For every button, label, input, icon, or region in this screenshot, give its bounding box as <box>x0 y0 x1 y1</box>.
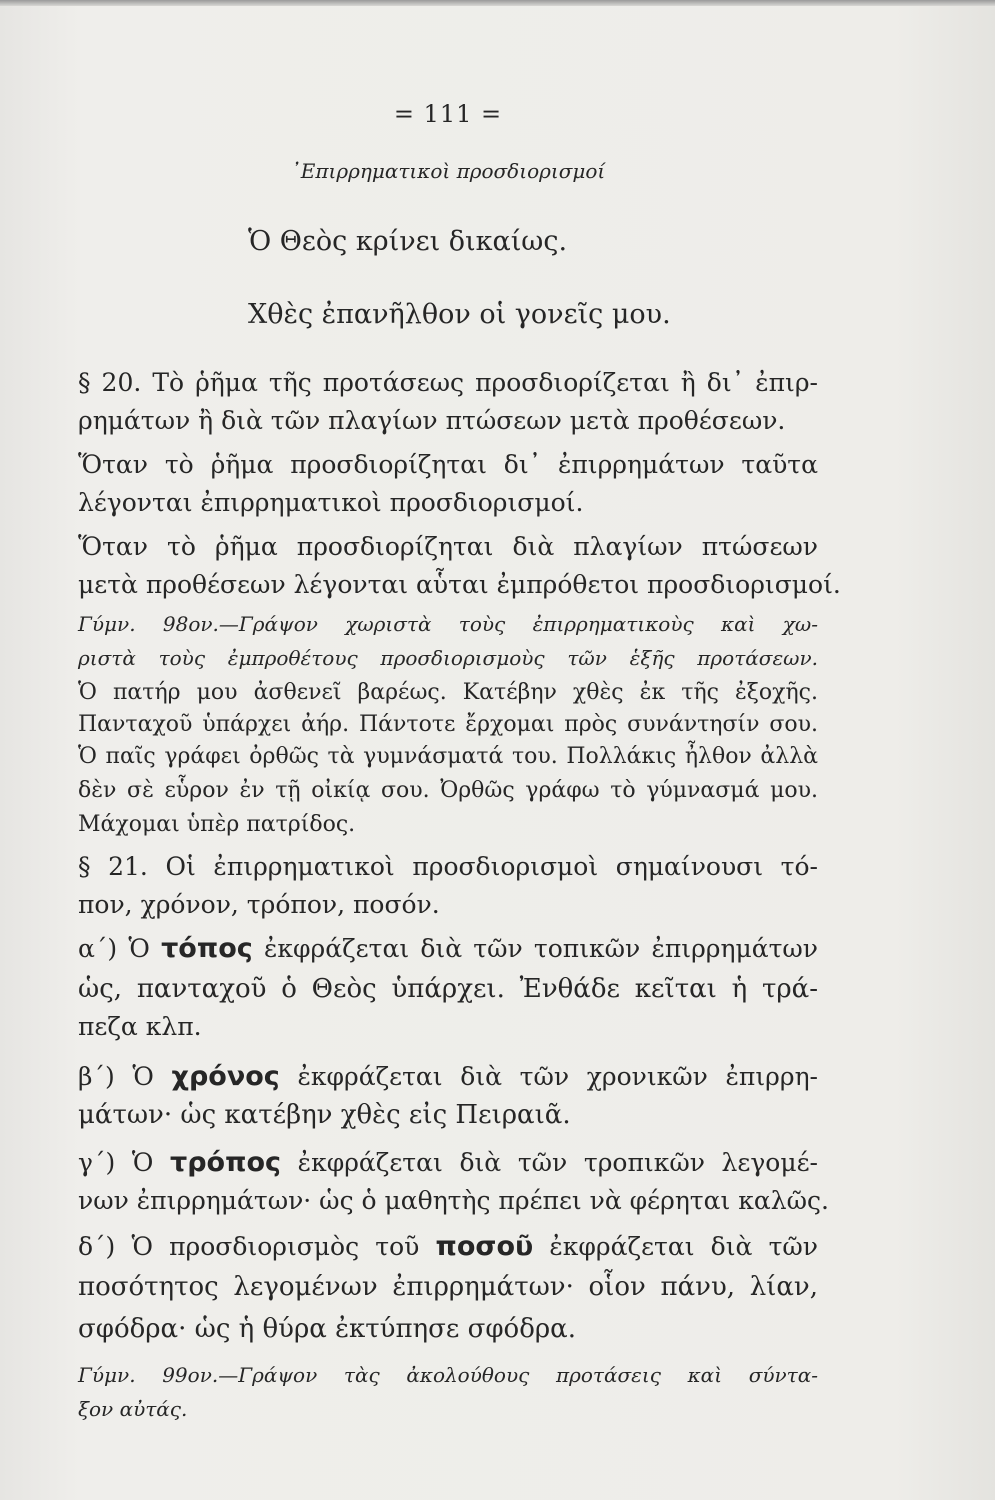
item-alpha-line-3: πεζα κλπ. <box>78 1012 202 1041</box>
exercise-98-text-4: δὲν σὲ εὗρον ἐν τῇ οἰκίᾳ σου. Ὀρθῶς γράφω τὸ γύμνασμά μου. <box>78 778 818 803</box>
page-number: = 111 = <box>393 100 503 128</box>
item-alpha-rest: ἐκφράζεται διὰ τῶν τοπικῶν ἐπιρρημάτων <box>263 934 819 963</box>
item-gamma-keyword: τρόπος <box>169 1147 282 1178</box>
item-delta-marker: δ΄) Ὁ προσδιορισμὸς τοῦ <box>78 1232 420 1261</box>
exercise-98-text-2: Πανταχοῦ ὑπάρχει ἀήρ. Πάντοτε ἔρχομαι πρὸς συνάντησίν σου. <box>78 712 818 737</box>
item-delta-line-2: ποσότητος λεγομένων ἐπιρρημάτων· οἷον πάνυ, λίαν, <box>78 1272 818 1302</box>
item-gamma-line-1 <box>78 1144 818 1182</box>
item-gamma-marker: γ΄) Ὁ <box>78 1148 154 1177</box>
item-alpha-line-2: ὡς, πανταχοῦ ὁ Θεὸς ὑπάρχει. Ἐνθάδε κεῖται ἡ τρά- <box>78 974 818 1004</box>
exercise-98-text-1: Ὁ πατήρ μου ἀσθενεῖ βαρέως. Κατέβην χθὲς ἐκ τῆς ἐξοχῆς. <box>78 680 818 705</box>
item-alpha-line-1 <box>78 930 818 968</box>
item-gamma-rest: ἐκφράζεται διὰ τῶν τροπικῶν λεγομέ- <box>297 1148 818 1177</box>
paragraph-20-line-1: § 20. Τὸ ῥῆμα τῆς προτάσεως προσδιορίζεται ἢ δι᾿ ἐπιρ- <box>78 368 818 397</box>
item-delta-line-3: σφόδρα· ὡς ἡ θύρα ἐκτύπησε σφόδρα. <box>78 1314 576 1344</box>
page-top-edge <box>0 0 995 6</box>
item-alpha-marker: α΄) Ὁ <box>78 934 150 963</box>
exercise-99-line-2: ξον αὐτάς. <box>78 1397 188 1421</box>
paragraph-20-line-5: Ὅταν τὸ ῥῆμα προσδιορίζηται διὰ πλαγίων πτώσεων <box>78 532 818 561</box>
item-delta-line-1 <box>78 1228 818 1266</box>
exercise-98-text-5: Μάχομαι ὑπὲρ πατρίδος. <box>78 812 356 837</box>
item-delta-rest: ἐκφράζεται διὰ τῶν <box>549 1232 818 1261</box>
paragraph-20-line-4: λέγονται ἐπιρρηματικοὶ προσδιορισμοί. <box>78 488 584 517</box>
paragraph-20-line-2: ρημάτων ἢ διὰ τῶν πλαγίων πτώσεων μετὰ προθέσεων. <box>78 406 786 435</box>
exercise-98-line-1: Γύμν. 98ον.—Γράψον χωριστὰ τοὺς ἐπιρρηματικοὺς καὶ χω- <box>78 612 818 636</box>
item-beta-line-2: μάτων· ὡς κατέβην χθὲς εἰς Πειραιᾶ. <box>78 1100 571 1130</box>
exercise-99-line-1: Γύμν. 99ον.—Γράψον τὰς ἀκολούθους προτάσεις καὶ σύντα- <box>78 1363 818 1387</box>
paragraph-20-line-3: Ὅταν τὸ ῥῆμα προσδιορίζηται δι᾿ ἐπιρρημάτων ταῦτα <box>78 450 818 479</box>
section-heading: ᾿Επιρρηματικοὶ προσδιορισμοί <box>290 159 606 183</box>
item-gamma-line-2: νων ἐπιρρημάτων· ὡς ὁ μαθητὴς πρέπει νὰ φέρηται καλῶς. <box>78 1186 829 1215</box>
item-beta-marker: β΄) Ὁ <box>78 1062 154 1091</box>
exercise-98-line-2: ριστὰ τοὺς ἐμπροθέτους προσδιορισμοὺς τῶν ἑξῆς προτάσεων. <box>78 646 818 670</box>
item-alpha-keyword: τόπος <box>161 933 253 964</box>
item-beta-rest: ἐκφράζεται διὰ τῶν χρονικῶν ἐπιρρη- <box>297 1062 818 1091</box>
paragraph-21-line-1: § 21. Οἱ ἐπιρρηματικοὶ προσδιορισμοὶ σημαίνουσι τό- <box>78 852 818 881</box>
exercise-98-text-3: Ὁ παῖς γράφει ὀρθῶς τὰ γυμνάσματά του. Πολλάκις ἦλθον ἀλλὰ <box>78 744 818 769</box>
item-delta-keyword: ποσοῦ <box>435 1231 534 1262</box>
example-sentence-1: Ὁ Θεὸς κρίνει δικαίως. <box>248 226 568 257</box>
paragraph-21-line-2: πον, χρόνον, τρόπον, ποσόν. <box>78 890 440 919</box>
item-beta-line-1 <box>78 1058 818 1096</box>
example-sentence-2: Χθὲς ἐπανῆλθον οἱ γονεῖς μου. <box>248 299 671 330</box>
paragraph-20-line-6: μετὰ προθέσεων λέγονται αὗται ἐμπρόθετοι προσδιορισμοί. <box>78 570 841 599</box>
item-beta-keyword: χρόνος <box>171 1061 280 1092</box>
